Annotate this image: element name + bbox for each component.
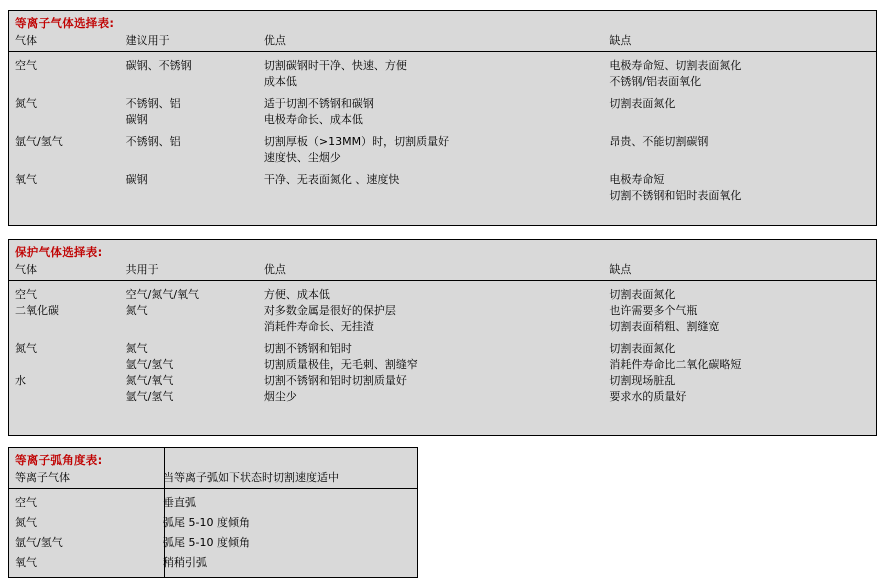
- cell-arc-condition: 稍稍引弧: [163, 556, 207, 569]
- column-header-gas: 气体: [15, 34, 37, 47]
- cell-usage: 碳钢: [125, 173, 148, 186]
- cell-gas: 氮气: [15, 342, 37, 355]
- plasma-gas-table-title: 等离子气体选择表:: [15, 16, 115, 30]
- cell-usedwith: 氩气/氢气: [125, 390, 174, 403]
- column-header-advantages: 优点: [263, 34, 286, 47]
- cell-plasma-gas: 氮气: [15, 516, 37, 529]
- cell-disadvantage: 要求水的质量好: [609, 390, 687, 403]
- table-body: [9, 489, 417, 571]
- cell-advantage: 方便、成本低: [263, 288, 330, 301]
- cell-usedwith: 氩气/氢气: [125, 358, 174, 371]
- cell-gas: 氩气/氢气: [15, 135, 63, 148]
- column-header-arc-condition: 当等离子弧如下状态时切割速度适中: [163, 471, 339, 484]
- cell-disadvantage: 电极寿命短、切割表面氮化: [609, 59, 742, 72]
- cell-advantage: 电极寿命长、成本低: [263, 113, 363, 126]
- cell-disadvantage: 切割表面氮化: [609, 97, 676, 110]
- table-header-row: [9, 470, 417, 488]
- shield-gas-table: [8, 239, 877, 436]
- column-header-plasma-gas: 等离子气体: [15, 471, 70, 484]
- cell-plasma-gas: 氧气: [15, 556, 37, 569]
- table-row: [9, 373, 876, 389]
- table-row: [9, 134, 876, 150]
- table-row: [9, 357, 876, 373]
- cell-usedwith: 空气/氮气/氧气: [125, 288, 200, 301]
- cell-advantage: 切割厚板（>13MM）时，切割质量好: [263, 135, 450, 148]
- cell-disadvantage: 电极寿命短: [609, 173, 665, 186]
- table-body: [9, 52, 876, 204]
- arc-angle-table: [8, 447, 418, 578]
- cell-disadvantage: 切割表面氮化: [609, 288, 676, 301]
- table-header-row: [9, 33, 876, 51]
- cell-usage: 碳钢: [125, 113, 148, 126]
- cell-gas: 水: [15, 374, 26, 387]
- cell-advantage: 干净、无表面氮化 、速度快: [263, 173, 400, 186]
- cell-usedwith: 氮气: [125, 304, 148, 317]
- cell-advantage: 切割不锈钢和铝时切割质量好: [263, 374, 407, 387]
- table-row: [9, 188, 876, 204]
- table-row: [9, 74, 876, 90]
- cell-advantage: 适于切割不锈钢和碳钢: [263, 97, 374, 110]
- column-header-usage: 建议用于: [125, 34, 170, 47]
- cell-arc-condition: 弧尾 5-10 度倾角: [163, 536, 250, 549]
- table-row: [9, 511, 417, 531]
- table-row: [9, 96, 876, 112]
- table-body: [9, 281, 876, 405]
- cell-gas: 氮气: [15, 97, 37, 110]
- table-row: [9, 341, 876, 357]
- cell-advantage: 切割不锈钢和铝时: [263, 342, 352, 355]
- cell-advantage: 对多数金属是很好的保护层: [263, 304, 396, 317]
- table-row: [9, 319, 876, 335]
- table-row: [9, 172, 876, 188]
- column-header-advantages: 优点: [263, 263, 286, 276]
- cell-advantage: 切割质量极佳，无毛刺、割缝窄: [263, 358, 418, 371]
- cell-gas: 氧气: [15, 173, 37, 186]
- cell-usage: 碳钢、不锈钢: [125, 59, 192, 72]
- cell-plasma-gas: 空气: [15, 496, 37, 509]
- cell-disadvantage: 切割不锈钢和铝时表面氧化: [609, 189, 742, 202]
- cell-disadvantage: 切割现场脏乱: [609, 374, 676, 387]
- cell-gas: 二氧化碳: [15, 304, 59, 317]
- table-row: [9, 303, 876, 319]
- cell-arc-condition: 垂直弧: [163, 496, 196, 509]
- table-row: [9, 52, 876, 74]
- column-header-disadvantages: 缺点: [609, 263, 632, 276]
- table-row: [9, 150, 876, 166]
- cell-advantage: 消耗件寿命长、无挂渣: [263, 320, 374, 333]
- column-header-disadvantages: 缺点: [609, 34, 632, 47]
- shield-gas-table-title: 保护气体选择表:: [15, 245, 103, 259]
- table-row: [9, 551, 417, 571]
- plasma-gas-table: [8, 10, 877, 226]
- cell-disadvantage: 也许需要多个气瓶: [609, 304, 698, 317]
- cell-usedwith: 氮气: [125, 342, 148, 355]
- arc-angle-table-title: 等离子弧角度表:: [15, 453, 103, 467]
- cell-disadvantage: 切割表面稍粗、割缝宽: [609, 320, 720, 333]
- cell-disadvantage: 昂贵、不能切割碳钢: [609, 135, 709, 148]
- cell-plasma-gas: 氩气/氢气: [15, 536, 63, 549]
- cell-advantage: 成本低: [263, 75, 297, 88]
- table-row: [9, 531, 417, 551]
- table-row: [9, 389, 876, 405]
- cell-disadvantage: 不锈钢/铝表面氧化: [609, 75, 702, 88]
- cell-usage: 不锈钢、铝: [125, 135, 181, 148]
- table-row: [9, 112, 876, 128]
- cell-usage: 不锈钢、铝: [125, 97, 181, 110]
- column-header-usedwith: 共用于: [125, 263, 159, 276]
- cell-gas: 空气: [15, 59, 37, 72]
- cell-arc-condition: 弧尾 5-10 度倾角: [163, 516, 250, 529]
- cell-disadvantage: 消耗件寿命比二氧化碳略短: [609, 358, 742, 371]
- column-header-gas: 气体: [15, 263, 37, 276]
- cell-advantage: 速度快、尘烟少: [263, 151, 341, 164]
- cell-advantage: 切割碳钢时干净、快速、方便: [263, 59, 407, 72]
- cell-usedwith: 氮气/氧气: [125, 374, 174, 387]
- table-row: [9, 489, 417, 511]
- table-row: [9, 281, 876, 303]
- arc-table-column-divider: [164, 448, 165, 577]
- cell-disadvantage: 切割表面氮化: [609, 342, 676, 355]
- table-header-row: [9, 262, 876, 280]
- cell-advantage: 烟尘少: [263, 390, 297, 403]
- cell-gas: 空气: [15, 288, 37, 301]
